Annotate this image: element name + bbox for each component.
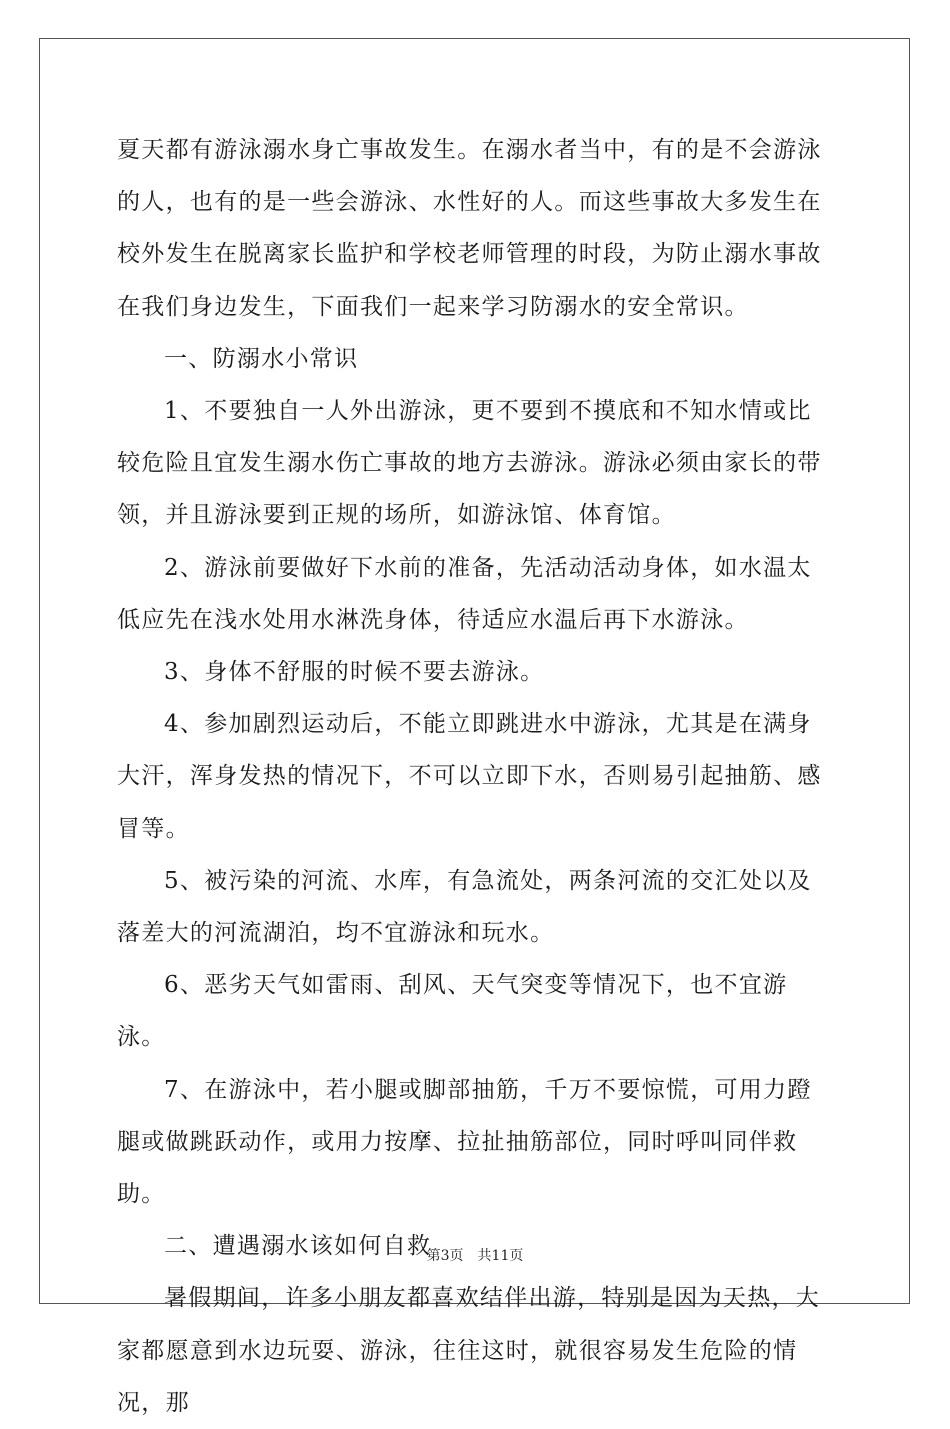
page-total: 共11页 (477, 1248, 524, 1264)
list-item-3: 3、身体不舒服的时候不要去游泳。 (164, 659, 545, 686)
document-body (117, 124, 833, 1429)
list-item-1: 1、不要独自一人外出游泳，更不要到不摸底和不知水情或比较危险且宜发生溺水伤亡事故的地方去游泳。游泳必须由家长的带领，并且游泳要到正规的场所，如游泳馆、体育馆。 (117, 398, 822, 529)
section-heading-1: 一、防溺水小常识 (164, 345, 359, 372)
section-heading-2: 二、遭遇溺水该如何自救 (164, 1233, 432, 1260)
list-item-5: 5、被污染的河流、水库，有急流处，两条河流的交汇处以及落差大的河流湖泊，均不宜游泳和玩水。 (117, 867, 812, 947)
page-number: 第3页 (426, 1248, 464, 1264)
page-footer (0, 1245, 950, 1265)
list-item-2: 2、游泳前要做好下水前的准备，先活动活动身体，如水温太低应先在浅水处用水淋洗身体，待适应水温后再下水游泳。 (117, 554, 812, 633)
list-item-4: 4、参加剧烈运动后，不能立即跳进水中游泳，尤其是在满身大汗，浑身发热的情况下，不可以立即下水，否则易引起抽筋、感冒等。 (117, 711, 822, 842)
paragraph-intro: 夏天都有游泳溺水身亡事故发生。在溺水者当中，有的是不会游泳的人，也有的是一些会游泳、水性好的人。而这些事故大多发生在校外发生在脱离家长监护和学校老师管理的时段，为防止溺水事故在我们身边发生，下面我们一起来学习防溺水的安全常识。 (117, 137, 822, 320)
paragraph-summer: 暑假期间，许多小朋友都喜欢结伴出游，特别是因为天热，大家都愿意到水边玩耍、游泳，往往这时，就很容易发生危险的情况，那 (117, 1285, 821, 1416)
list-item-6: 6、恶劣天气如雷雨、刮风、天气突变等情况下，也不宜游泳。 (117, 972, 788, 1051)
list-item-7: 7、在游泳中，若小腿或脚部抽筋，千万不要惊慌，可用力蹬腿或做跳跃动作，或用力按摩、拉扯抽筋部位，同时呼叫同伴救助。 (117, 1076, 812, 1208)
